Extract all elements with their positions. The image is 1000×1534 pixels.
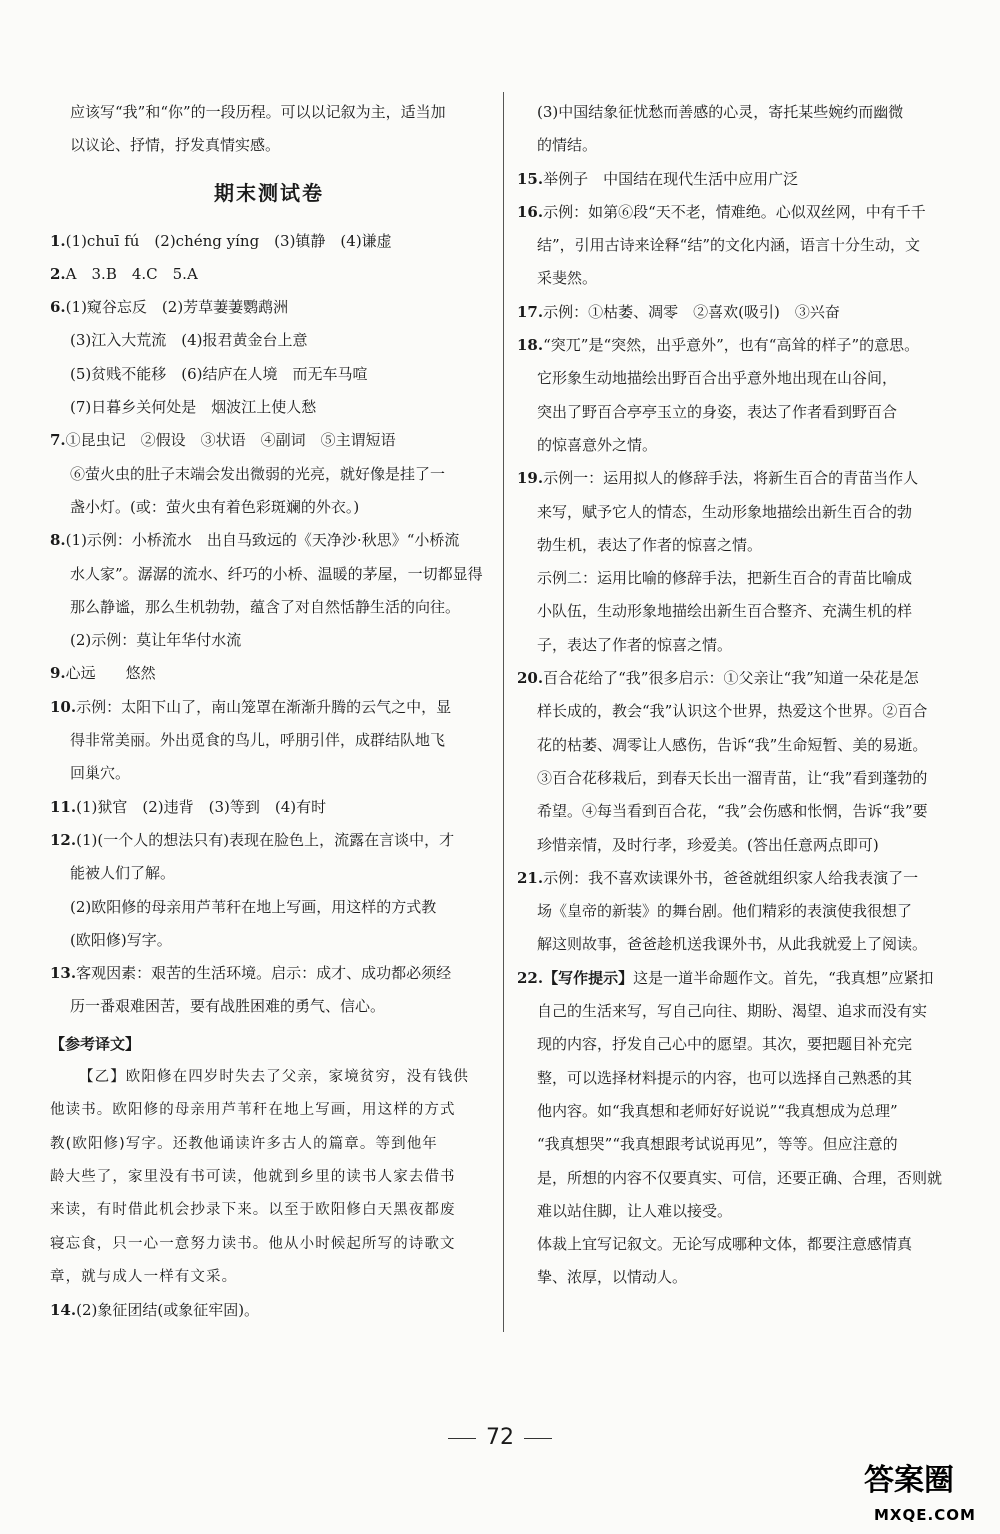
answer-14 [50,1294,488,1327]
answer-line [517,396,949,429]
answer-line [50,990,488,1023]
translation-line: 他读书。欧阳修的母亲用芦苇秆在地上写画，用这样的方式 [50,1102,456,1119]
answer-text: 举例子 中国结在现代生活中应用广泛 [543,169,799,188]
answer-text: 解这则故事，爸爸趁机送我课外书，从此我就爱上了阅读。 [537,935,928,954]
answer-text: “突兀”是“突然，出乎意外”，也有“高耸的样子”的意思。 [543,336,920,355]
answer-text: 示例：太阳下山了，南山笼罩在渐渐升腾的云气之中，显 [76,697,452,716]
answer-line [50,1294,488,1327]
answer-line [517,262,949,295]
question-number: 1. [50,231,66,250]
answer-line [50,824,488,857]
answer-text: (1)窥谷忘反 (2)芳草萋萋鹦鹉洲 [65,298,289,317]
translation-line: 教(欧阳修)写字。还教他诵读许多古人的篇章。等到他年 [50,1135,438,1152]
answer-line [50,424,488,457]
answer-text: 采斐然。 [537,269,598,288]
answer-list-left [50,225,488,1024]
answer-text: (1)示例：小桥流水 出自马致远的《天净沙·秋思》“小桥流 [65,531,460,550]
answer-line [517,229,949,262]
answer-line [50,458,488,491]
question-number: 22. [517,968,544,987]
answer-line [50,491,488,524]
answer-line [50,691,488,724]
answer-text: 勃生机，表达了作者的惊喜之情。 [537,535,763,554]
answer-line [50,757,488,790]
intro-line: 以议论、抒情，抒发真情实感。 [70,136,281,155]
answer-text: ③百合花移栽后，到春天长出一溜青苗，让“我”看到蓬勃的 [537,768,928,787]
answer-line [517,1095,949,1128]
answer-text: 自己的生活来写，写自己向往、期盼、渴望、追求而没有实 [537,1002,928,1021]
answer-line [517,928,949,961]
right-column [517,96,949,1295]
question-number: 20. [517,669,544,688]
answer-text: 珍惜亲情，及时行孝，珍爱美。(答出任意两点即可) [537,835,879,854]
answer-line [517,595,949,628]
answer-line [50,791,488,824]
left-column [50,96,488,1327]
question-number: 7. [50,431,66,450]
answer-line [517,1228,949,1261]
question-number: 9. [50,664,66,683]
answer-text: 整，可以选择材料提示的内容，也可以选择自己熟悉的其 [537,1068,913,1087]
answer-list-right [517,96,949,1295]
answer-line [517,329,949,362]
translation-line: 章，就与成人一样有文采。 [50,1268,238,1285]
answer-text: (2)象征团结(或象征牢固)。 [76,1301,260,1320]
answer-text: (1)(一个人的想法只有)表现在脸色上，流露在言谈中，才 [76,830,455,849]
answer-line [517,962,949,995]
page-number-dash-left [448,1438,476,1439]
answer-line [517,795,949,828]
question-number: 16. [517,202,544,221]
intro-text [50,96,488,163]
section-title: 期末测试卷 [214,180,324,205]
answer-line [517,496,949,529]
answer-line [50,724,488,757]
answer-line [517,129,949,162]
answer-text: 结”，引用古诗来诠释“结”的文化内涵，语言十分生动，文 [537,236,921,255]
answer-text: 来写，赋予它人的情态，生动形象地描绘出新生百合的勃 [537,502,913,521]
question-number: 14. [50,1301,77,1320]
answer-text: 百合花给了“我”很多启示：①父亲让“我”知道一朵花是怎 [543,669,919,688]
answer-text: 花的枯萎、凋零让人感伤，告诉“我”生命短暂、美的易逝。 [537,735,928,754]
answer-line [517,429,949,462]
question-number: 13. [50,964,77,983]
answer-text: (2)示例：莫让年华付水流 [70,631,242,650]
answer-line [517,729,949,762]
translation-line: 寝忘食，只一心一意努力读书。他从小时候起所写的诗歌文 [50,1235,456,1252]
answer-line [517,296,949,329]
answer-text: 突出了野百合亭亭玉立的身姿，表达了作者看到野百合 [537,402,898,421]
reference-translation [50,1061,488,1294]
answer-line [50,558,488,591]
answer-line [517,1195,949,1228]
answer-text: (3)中国结象征忧愁而善感的心灵，寄托某些婉约而幽微 [537,103,904,121]
answer-text: 历一番艰难困苦，要有战胜困难的勇气、信心。 [70,997,386,1016]
page-number [0,1425,1000,1450]
page-number-value: 72 [486,1425,514,1450]
answer-text: 能被人们了解。 [70,864,176,883]
answer-line [517,895,949,928]
answer-text: 示例一：运用拟人的修辞手法，将新生百合的青苗当作人 [543,469,919,488]
answer-line [50,524,488,557]
answer-line [50,291,488,324]
answer-text: 小队伍，生动形象地描绘出新生百合整齐、充满生机的样 [537,602,913,621]
answer-text: A 3.B 4.C 5.A [65,264,198,283]
answer-text: (2)欧阳修的母亲用芦苇秆在地上写画，用这样的方式教 [70,897,437,916]
answer-text: (欧阳修)写字。 [70,930,172,949]
answer-line [517,995,949,1028]
answer-line [50,891,488,924]
answer-text: 示例：我不喜欢读课外书，爸爸就组织家人给我表演了一 [543,868,919,887]
answer-text: 的情结。 [537,136,598,155]
answer-text: (1)狱官 (2)违背 (3)等到 (4)有时 [76,797,327,816]
translation-line: 来读，有时借此机会抄录下来。以至于欧阳修白天黑夜都废 [50,1202,456,1219]
answer-line [50,358,488,391]
answer-text: 场《皇帝的新装》的舞台剧。他们精彩的表演使我很想了 [537,902,913,921]
answer-line [50,591,488,624]
answer-text: 他内容。如“我真想和老师好好说说”“我真想成为总理” [537,1101,898,1120]
answer-text: “我真想哭”“我真想跟考试说再见”，等等。但应注意的 [537,1135,898,1154]
answer-text: 示例：如第⑥段“天不老，情难绝。心似双丝网，中有千千 [543,202,926,221]
answer-line [50,258,488,291]
answer-text: 是，所想的内容不仅要真实、可信，还要正确、合理，否则就 [537,1168,943,1187]
answer-line [517,1062,949,1095]
question-number: 6. [50,298,66,317]
question-number: 12. [50,830,77,849]
answer-line [50,225,488,258]
answer-text: 希望。④每当看到百合花，“我”会伤感和怅惘，告诉“我”要 [537,802,928,821]
page-number-dash-right [524,1438,552,1439]
answer-line [517,529,949,562]
answer-text: 心远 悠然 [65,664,156,683]
question-number: 15. [517,169,544,188]
answer-line [50,624,488,657]
writing-hint-label: 【写作提示】 [543,968,634,987]
column-divider [503,92,504,1332]
answer-line [517,196,949,229]
answer-text: (7)日暮乡关何处是 烟波江上使人愁 [70,398,317,417]
answer-text: 示例：①枯萎、凋零 ②喜欢(吸引) ③兴奋 [543,302,840,321]
answer-text: ①昆虫记 ②假设 ③状语 ④副词 ⑤主谓短语 [65,431,396,450]
translation-line: 龄大些了，家里没有书可读，他就到乡里的读书人家去借书 [50,1168,456,1185]
answer-line [517,1162,949,1195]
question-number: 11. [50,797,77,816]
answer-line [517,862,949,895]
answer-line [517,629,949,662]
answer-text: 客观因素：艰苦的生活环境。启示：成才、成功都必须经 [76,964,452,983]
answer-line [50,924,488,957]
answer-text: (1)chuī fú (2)chéng yíng (3)镇静 (4)谦虚 [65,231,392,250]
answer-line [517,562,949,595]
question-number: 10. [50,697,77,716]
answer-text: 难以站住脚，让人难以接受。 [537,1201,733,1220]
answer-line [517,1128,949,1161]
answer-line [50,957,488,990]
answer-line [50,657,488,690]
answer-line [517,362,949,395]
reference-translation-title: 【参考译文】 [50,1034,141,1053]
question-number: 19. [517,469,544,488]
answer-text: 得非常美丽。外出觅食的鸟儿，呼朋引伴，成群结队地飞 [70,731,446,750]
answer-text: 水人家”。潺潺的流水、纤巧的小桥、温暖的茅屋，一切都显得 [70,564,483,583]
answer-text: 现的内容，抒发自己心中的愿望。其次，要把题目补充完 [537,1035,913,1054]
answer-line [517,462,949,495]
answer-text: 那么静谧，那么生机勃勃，蕴含了对自然恬静生活的向往。 [70,597,461,616]
answer-text: 回巢穴。 [70,764,131,783]
translation-line: 【乙】欧阳修在四岁时失去了父亲，家境贫穷，没有钱供 [79,1069,469,1086]
answer-line [517,829,949,862]
question-number: 17. [517,302,544,321]
answer-line [517,1261,949,1294]
watermark-url: MXQE.COM [874,1506,976,1524]
answer-text: ⑥萤火虫的肚子末端会发出微弱的光亮，就好像是挂了一 [70,464,446,483]
answer-line [50,391,488,424]
answer-text: 样长成的，教会“我”认识这个世界，热爱这个世界。②百合 [537,702,928,721]
answer-line [517,762,949,795]
question-number: 18. [517,336,544,355]
answer-line [517,96,949,129]
answer-line [517,695,949,728]
answer-line [517,662,949,695]
answer-text: (5)贫贱不能移 (6)结庐在人境 而无车马喧 [70,364,368,383]
answer-text: 示例二：运用比喻的修辞手法，把新生百合的青苗比喻成 [537,569,913,588]
answer-line [517,1028,949,1061]
answer-text: 子，表达了作者的惊喜之情。 [537,635,733,654]
question-number: 8. [50,531,66,550]
watermark-logo [860,1450,990,1528]
answer-text: 它形象生动地描绘出野百合出乎意外地出现在山谷间， [537,369,898,388]
intro-line: 应该写“我”和“你”的一段历程。可以以记叙为主，适当加 [70,103,446,121]
answer-line [50,324,488,357]
answer-line [517,163,949,196]
watermark-text: 答案圈 [864,1463,954,1498]
answer-text: 盏小灯。(或：萤火虫有着色彩斑斓的外衣。) [70,497,360,516]
answer-text: 挚、浓厚，以情动人。 [537,1268,688,1287]
answer-text: 这是一道半命题作文。首先，“我真想”应紧扣 [633,968,934,987]
question-number: 21. [517,868,544,887]
answer-line [50,857,488,890]
answer-text: 体裁上宜写记叙文。无论写成哪种文体，都要注意感情真 [537,1235,913,1254]
question-number: 2. [50,264,66,283]
answer-text: 的惊喜意外之情。 [537,435,658,454]
watermark-graphic [860,1450,990,1528]
answer-text: (3)江入大荒流 (4)报君黄金台上意 [70,331,308,350]
